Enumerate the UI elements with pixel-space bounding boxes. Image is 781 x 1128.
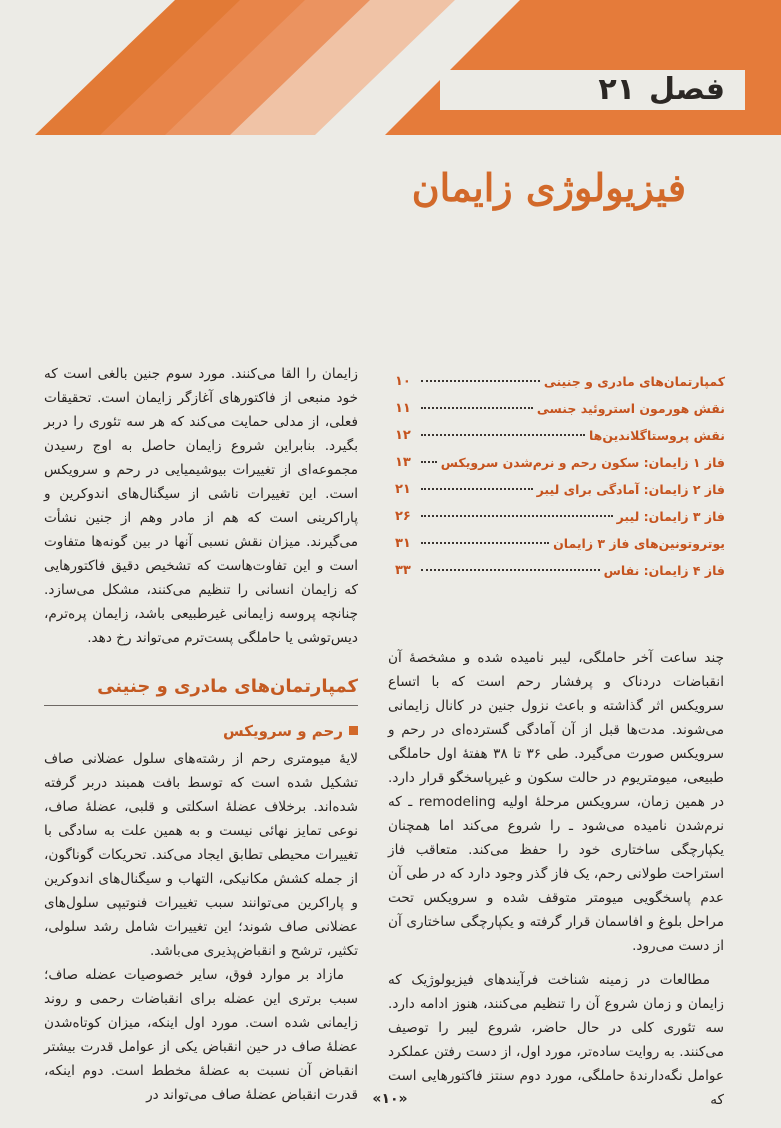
body-paragraph: لایهٔ میومتری رحم از رشته‌های سلول عضلانی صاف تشکیل شده است که توسط بافت همبند دربر گرفته شده‌اند. برخلاف عضلهٔ اسکلتی و قلبی، عضلهٔ صاف، نوعی تمایز نهائی نیست و به همین علت به سادگی با تغییرات محیطی تطابق ایجاد می‌کند. تحریکات گوناگون، از جمله کشش مکانیکی، التهاب و سیگنال‌های اندوکرین و پاراکرین می‌توانند سبب تغییرات فنوتیپی سلول‌های عضلانی صاف شوند؛ این تغییرات شامل رشد سلولی، تکثیر، ترشح و انقباض‌پذیری می‌باشد. [44,751,358,959]
toc-entry-label: فاز ۴ زایمان: نفاس [603,563,725,578]
toc-entry-label: نقش هورمون استروئید جنسی [536,401,725,416]
toc-entry-page: ۳۱ [395,536,411,551]
toc-entry-label: فاز ۱ زایمان: سکون رحم و نرم‌شدن سرویکس [440,455,725,470]
toc-entry-page: ۱۰ [395,374,411,389]
toc-entry-page: ۳۳ [395,563,411,578]
table-of-contents [395,362,725,578]
toc-leader-dots [421,380,540,382]
body-paragraph: مازاد بر موارد فوق، سایر خصوصیات عضله صاف؛ سبب برتری این عضله برای انقباضات رحمی و روند زایمانی شده است. مورد اول اینکه، میزان کوتاه‌شدن عضلهٔ صاف در حین انقباض یکی از عوامل قدرت بیشتر انقباض آن نسبت به عضلهٔ مخطط است. دوم اینکه، قدرت انقباض عضلهٔ صاف می‌تواند در [44,967,358,1103]
toc-entry [395,551,725,578]
toc-entry-page: ۲۶ [395,509,411,524]
section-divider [44,705,358,706]
toc-entry-label: یوتروتونین‌های فاز ۳ زایمان [553,536,725,551]
header-band [385,0,781,135]
chapter-label [440,70,745,110]
subsection-heading-text: رحم و سرویکس [223,722,343,740]
toc-entry-page: ۱۲ [395,428,411,443]
square-bullet-icon [349,726,358,735]
body-paragraph: زایمان را القا می‌کنند. مورد سوم جنین بالغی است که خود منبعی از فاکتورهای آغازگر زایمان است. تحقیقات فعلی، از مدلی حمایت می‌کند که هر سه تئوری را دربر بگیرد. بنابراین شروع زایمان حاصل به اوج رسیدن مجموعه‌ای از تغییرات بیوشیمیایی در رحم و سرویکس است. این تغییرات ناشی از سیگنال‌های اندوکرین و پاراکرینی است که هم از مادر وهم از جنین نشأت می‌گیرند. میزان نقش نسبی آنها در بین گونه‌ها متفاوت است و این تفاوت‌هاست که تشخیص دقیق فاکتورهایی که زایمان انسانی را تنظیم می‌کنند، مشکل می‌سازد. چنانچه پروسه زایمانی غیرطبیعی باشد، زایمان پره‌ترم، دیس‌توشی یا حاملگی پست‌ترم می‌تواند رخ دهد. [44,366,358,646]
toc-entry-label: فاز ۳ زایمان: لیبر [616,509,725,524]
toc-entry [395,362,725,389]
toc-entry [395,389,725,416]
toc-entry-label: کمپارتمان‌های مادری و جنینی [543,374,725,389]
toc-entry-page: ۱۱ [395,401,411,416]
toc-entry [395,443,725,470]
right-column [388,646,724,1112]
chapter-number: ۲۱ [598,72,636,107]
toc-leader-dots [421,407,533,409]
toc-entry [395,497,725,524]
toc-leader-dots [421,488,533,490]
toc-entry [395,416,725,443]
section-heading: کمپارتمان‌های مادری و جنینی [97,676,358,697]
toc-entry-page: ۲۱ [395,482,411,497]
toc-leader-dots [421,542,549,544]
left-column-top [44,362,358,650]
body-paragraph: مطالعات در زمینه شناخت فرآیندهای فیزیولوژیک که زایمان و زمان شروع آن را تنظیم می‌کنند، هنوز ادامه دارد. سه تئوری کلی در حال حاضر، شروع لیبر را توصیف می‌کنند. به روایت ساده‌تر، مورد اول، از دست رفتن عملکرد عوامل نگه‌دارندهٔ حاملگی، مورد دوم سنتز فاکتورهایی است که [388,972,724,1108]
toc-entry [395,524,725,551]
page-number: «۱۰» [372,1091,408,1107]
header-stripes [0,0,781,135]
subsection-heading [44,722,358,740]
toc-entry-page: ۱۳ [395,455,411,470]
toc-entry-label: نقش پروستاگلاندین‌ها [588,428,725,443]
toc-entry [395,470,725,497]
left-column-bottom [44,747,358,1107]
toc-leader-dots [421,515,613,517]
toc-leader-dots [421,569,600,571]
toc-entry-label: فاز ۲ زایمان: آمادگی برای لیبر [536,482,725,497]
page-title: فیزیولوژی زایمان [411,165,686,210]
toc-leader-dots [421,461,437,463]
toc-leader-dots [421,434,585,436]
body-paragraph: چند ساعت آخر حاملگی، لیبر نامیده شده و مشخصهٔ آن انقباضات دردناک و پرفشار رحم است که با اتساع سرویکس اثر گذاشته و باعث نزول جنین در کانال زایمانی می‌شوند. مدت‌ها قبل از آن آمادگی گسترده‌ای در رحم و سرویکس صورت می‌گیرد. طی ۳۶ تا ۳۸ هفتهٔ اول حاملگی طبیعی، میومتریوم در حالت سکون و غیرپاسخگو قرار دارد. در همین زمان، سرویکس مرحلهٔ اولیه remodeling ـ که نرم‌شدن نامیده می‌شود ـ را شروع می‌کند اما همچنان یکپارچگی ساختاری خود را حفظ می‌کند. متعاقب فاز استراحت طولانی رحم، یک فاز گذر وجود دارد که در طی آن عدم پاسخگویی میومتر متوقف شده و سرویکس تحت مراحل بلوغ و افاسمان قرار گرفته و یکپارچگی ساختاری آن از دست می‌رود. [388,650,725,954]
chapter-word: فصل [649,72,725,107]
